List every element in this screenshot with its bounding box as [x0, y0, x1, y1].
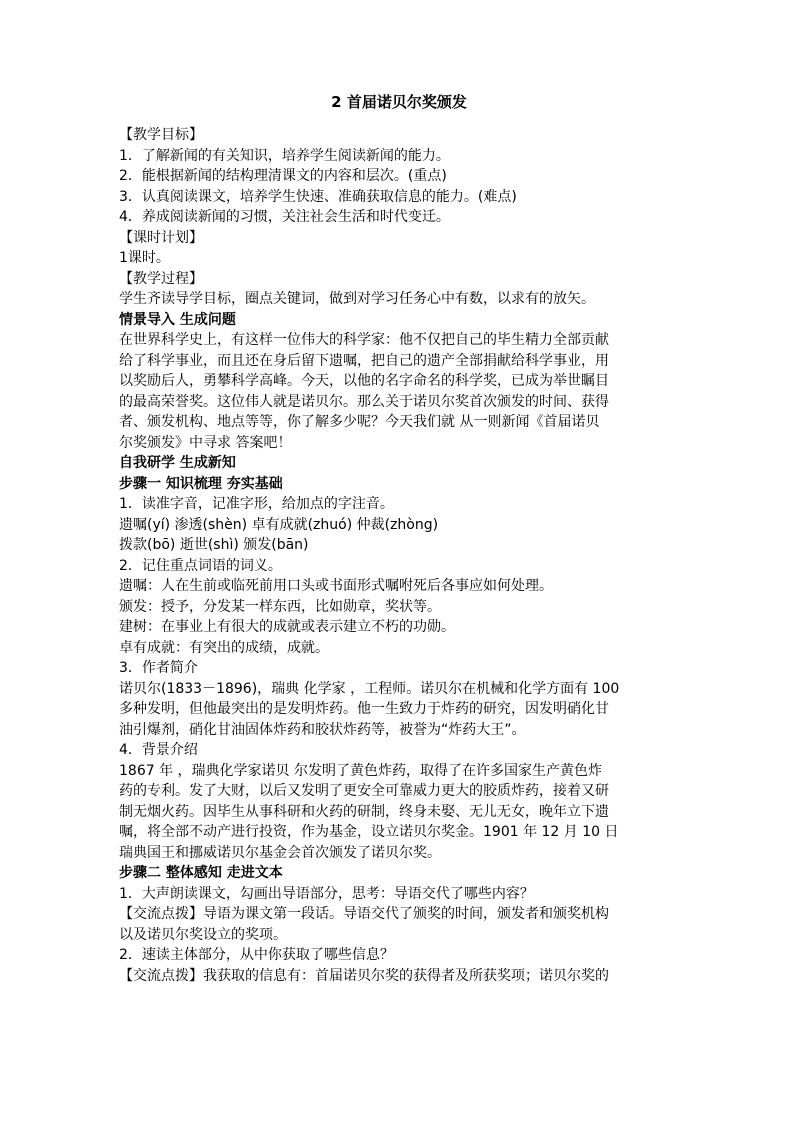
step-two-heading: 步骤二 整体感知 走进文本	[119, 865, 283, 881]
intro-paragraph-line: 的最高荣誉奖。这位伟人就是诺贝尔。那么关于诺贝尔奖首次颁发的时间、获得	[119, 393, 609, 410]
objectives-heading: 【教学目标】	[119, 127, 203, 143]
author-line: 多种发明，但他最突出的是发明炸药。他一生致力于炸药的研究，因发明硝化甘	[119, 701, 609, 717]
vocab-line: 建树：在事业上有很大的成就或表示建立不朽的功勋。	[119, 619, 455, 635]
plan-text: 1课时。	[119, 250, 170, 266]
plan-heading: 【课时计划】	[119, 229, 203, 246]
pinyin-line: 遗嘱(yí) 渗透(shèn) 卓有成就(zhuó) 仲裁(zhòng)	[119, 516, 439, 533]
intro-paragraph-line: 给了科学事业，而且还在身后留下遗嘱，把自己的遗产全部捐献给科学事业，用	[119, 352, 609, 369]
objective-item: 2．能根据新闻的结构理清课文的内容和层次。(重点)	[119, 168, 447, 184]
section-heading-intro: 情景导入 生成问题	[119, 311, 236, 328]
intro-paragraph-line: 以奖励后人，勇攀科学高峰。今天，以他的名字命名的科学奖，已成为举世瞩目	[119, 373, 609, 389]
step-one-question-2: 2．记住重点词语的词义。	[119, 557, 282, 574]
lesson-title: 2 首届诺贝尔奖颁发	[331, 93, 467, 111]
objective-item: 1．了解新闻的有关知识，培养学生阅读新闻的能力。	[119, 147, 450, 164]
process-intro: 学生齐读导学目标，圈点关键词，做到对学习任务心中有数，以求有的放矢。	[119, 291, 595, 307]
author-heading: 3．作者简介	[119, 660, 198, 676]
vocab-line: 卓有成就：有突出的成绩，成就。	[119, 639, 329, 656]
author-line: 油引爆剂，硝化甘油固体炸药和胶状炸药等，被誉为“炸药大王”。	[119, 721, 526, 738]
section-heading-self-study: 自我研学 生成新知	[119, 455, 236, 471]
vocab-line: 颁发：授予，分发某一样东西，比如勋章，奖状等。	[119, 598, 441, 615]
step-two-answer-line: 【交流点拨】我获取的信息有：首届诺贝尔奖的获得者及所获奖项；诺贝尔奖的	[119, 967, 609, 984]
intro-paragraph-line: 在世界科学史上，有这样一位伟大的科学家：他不仅把自己的毕生精力全部贡献	[119, 332, 609, 348]
background-line: 1867 年 ，瑞典化学家诺贝 尔发明了黄色炸药，取得了在许多国家生产黄色炸	[119, 762, 602, 779]
intro-paragraph-line: 者、颁发机构、地点等等，你了解多少呢？今天我们就 从一则新闻《首届诺贝	[119, 414, 600, 430]
background-line: 药的专利。发了大财，以后又发明了更安全可靠威力更大的胶质炸药，接着又研	[119, 783, 609, 799]
background-line: 嘱，将全部不动产进行投资，作为基金，设立诺贝尔奖金。1901 年 12 月 10 日	[119, 824, 619, 840]
objective-item: 4．养成阅读新闻的习惯，关注社会生活和时代变迁。	[119, 209, 450, 225]
background-heading: 4．背景介绍	[119, 742, 198, 758]
intro-paragraph-line: 尔奖颁发》中寻求 答案吧！	[119, 434, 292, 451]
step-one-heading: 步骤一 知识梳理 夯实基础	[119, 475, 283, 492]
background-line: 制无烟火药。因毕生从事科研和火药的研制，终身未娶、无儿无女，晚年立下遗	[119, 803, 609, 820]
vocab-line: 遗嘱：人在生前或临死前用口头或书面形式嘱咐死后各事应如何处理。	[119, 578, 553, 594]
pinyin-line: 拨款(bō) 逝世(shì) 颁发(bān)	[119, 537, 309, 553]
step-two-answer-line: 【交流点拨】导语为课文第一段话。导语交代了颁奖的时间，颁发者和颁奖机构	[119, 906, 609, 922]
background-line: 瑞典国王和挪威诺贝尔基金会首次颁发了诺贝尔奖。	[119, 844, 441, 861]
step-one-question-1: 1．读准字音，记准字形，给加点的字注音。	[119, 496, 394, 512]
step-two-question-1: 1．大声朗读课文，勾画出导语部分，思考：导语交代了哪些内容？	[119, 885, 534, 902]
document-page	[119, 92, 679, 986]
process-heading: 【教学过程】	[119, 270, 203, 287]
author-line: 诺贝尔(1833－1896)，瑞典 化学家 ，工程师。诺贝尔在机械和化学方面有 100	[119, 680, 620, 697]
step-two-question-2: 2．速读主体部分，从中你获取了哪些信息？	[119, 947, 394, 963]
objective-item: 3．认真阅读课文，培养学生快速、准确获取信息的能力。(难点)	[119, 188, 517, 205]
step-two-answer-line: 以及诺贝尔奖设立的奖项。	[119, 926, 287, 943]
